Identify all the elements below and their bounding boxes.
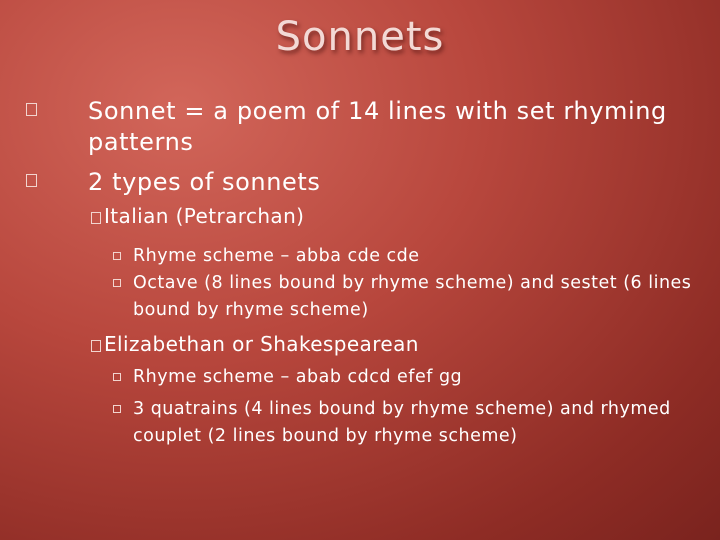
detail-item <box>133 243 693 270</box>
bullet-square-icon <box>26 174 37 187</box>
detail-item <box>133 396 693 450</box>
bullet-square-icon <box>91 340 101 352</box>
bullet-text: 2 types of sonnets <box>88 168 321 196</box>
detail-text: Rhyme scheme – abba cde cde <box>133 246 420 266</box>
detail-item <box>133 364 693 391</box>
small-square-bullet-icon <box>113 252 121 260</box>
bullet-square-icon <box>91 212 101 224</box>
bullet-item <box>88 96 688 158</box>
small-square-bullet-icon <box>113 279 121 287</box>
detail-text: Rhyme scheme – abab cdcd efef gg <box>133 367 463 387</box>
sonnet-type-item <box>91 331 419 357</box>
detail-item <box>133 270 693 324</box>
small-square-bullet-icon <box>113 373 121 381</box>
slide-title: Sonnets <box>275 14 445 60</box>
sonnet-type-label: Italian (Petrarchan) <box>104 204 305 228</box>
bullet-item <box>88 167 688 198</box>
bullet-square-icon <box>26 103 37 116</box>
detail-text: 3 quatrains (4 lines bound by rhyme scheme) and rhymed couplet (2 lines bound by rhyme scheme) <box>133 399 671 446</box>
bullet-text: Sonnet = a poem of 14 lines with set rhyming patterns <box>88 97 667 156</box>
detail-text: Octave (8 lines bound by rhyme scheme) and sestet (6 lines bound by rhyme scheme) <box>133 273 692 320</box>
sonnet-type-label: Elizabethan or Shakespearean <box>104 332 419 356</box>
sonnet-type-item <box>91 203 304 229</box>
small-square-bullet-icon <box>113 405 121 413</box>
